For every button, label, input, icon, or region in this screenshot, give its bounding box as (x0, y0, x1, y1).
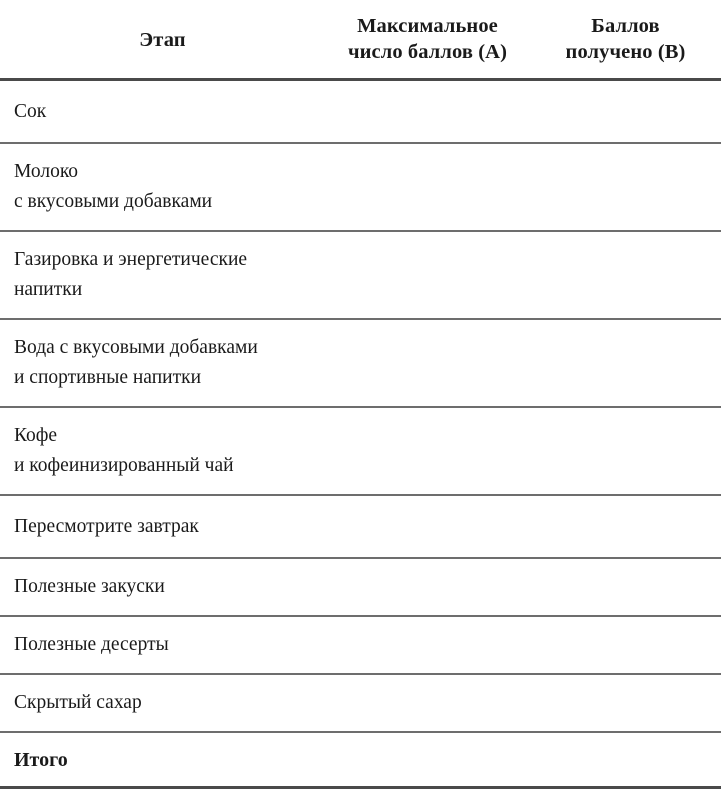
column-header-earned-points (530, 0, 721, 80)
max-points-cell[interactable] (325, 674, 530, 732)
total-label-cell (0, 732, 325, 788)
earned-points-cell[interactable] (530, 319, 721, 407)
total-max-points-cell[interactable] (325, 732, 530, 788)
stage-label-line-1: Пересмотрите завтрак (14, 515, 199, 537)
column-header-max-points-line-1: Максимальное (357, 15, 498, 37)
column-header-max-points-line-2: число баллов (А) (347, 41, 508, 63)
stage-cell (0, 319, 325, 407)
max-points-cell[interactable] (325, 143, 530, 231)
stage-cell (0, 674, 325, 732)
stage-label-line-1: Молоко (14, 161, 79, 182)
earned-points-cell[interactable] (530, 80, 721, 144)
table-row (0, 495, 721, 558)
max-points-cell[interactable] (325, 616, 530, 674)
earned-points-cell[interactable] (530, 674, 721, 732)
stage-label-line-2: с вкусовыми добавками (14, 191, 213, 212)
column-header-earned-points-line-2: получено (В) (565, 41, 686, 63)
table-total-row (0, 732, 721, 788)
earned-points-cell[interactable] (530, 407, 721, 495)
stage-label-line-2: и спортивные напитки (14, 367, 202, 388)
stage-cell (0, 143, 325, 231)
earned-points-cell[interactable] (530, 558, 721, 616)
stage-label-line-2: напитки (14, 279, 83, 300)
table-row (0, 80, 721, 144)
stage-label-line-1: Газировка и энергетические (14, 249, 248, 270)
stage-label-line-1: Сок (14, 100, 47, 122)
table-row (0, 616, 721, 674)
max-points-cell[interactable] (325, 407, 530, 495)
table-header-row (0, 0, 721, 80)
stage-cell (0, 80, 325, 144)
column-header-earned-points-line-1: Баллов (591, 15, 660, 37)
stage-label-line-1: Скрытый сахар (14, 692, 142, 713)
max-points-cell[interactable] (325, 231, 530, 319)
max-points-cell[interactable] (325, 319, 530, 407)
max-points-cell[interactable] (325, 558, 530, 616)
stage-label-line-1: Кофе (14, 425, 58, 446)
stage-cell (0, 407, 325, 495)
earned-points-cell[interactable] (530, 231, 721, 319)
stage-cell (0, 495, 325, 558)
table-row (0, 231, 721, 319)
stage-cell (0, 616, 325, 674)
table-row (0, 319, 721, 407)
stage-cell (0, 231, 325, 319)
stage-cell (0, 558, 325, 616)
earned-points-cell[interactable] (530, 143, 721, 231)
earned-points-cell[interactable] (530, 616, 721, 674)
stage-label-line-1: Вода с вкусовыми добавками (14, 337, 258, 358)
table-row (0, 407, 721, 495)
column-header-stage-line-1: Этап (139, 29, 186, 51)
total-label: Итого (14, 748, 68, 771)
stage-label-line-1: Полезные закуски (14, 576, 165, 597)
column-header-stage (0, 0, 325, 80)
table-row (0, 143, 721, 231)
stage-label-line-2: и кофеинизированный чай (14, 455, 234, 476)
column-header-max-points (325, 0, 530, 80)
earned-points-cell[interactable] (530, 495, 721, 558)
total-earned-points-cell[interactable] (530, 732, 721, 788)
table-body (0, 80, 721, 788)
table-row (0, 558, 721, 616)
max-points-cell[interactable] (325, 80, 530, 144)
max-points-cell[interactable] (325, 495, 530, 558)
table-header (0, 0, 721, 80)
table-row (0, 674, 721, 732)
stage-label-line-1: Полезные десерты (14, 634, 169, 655)
